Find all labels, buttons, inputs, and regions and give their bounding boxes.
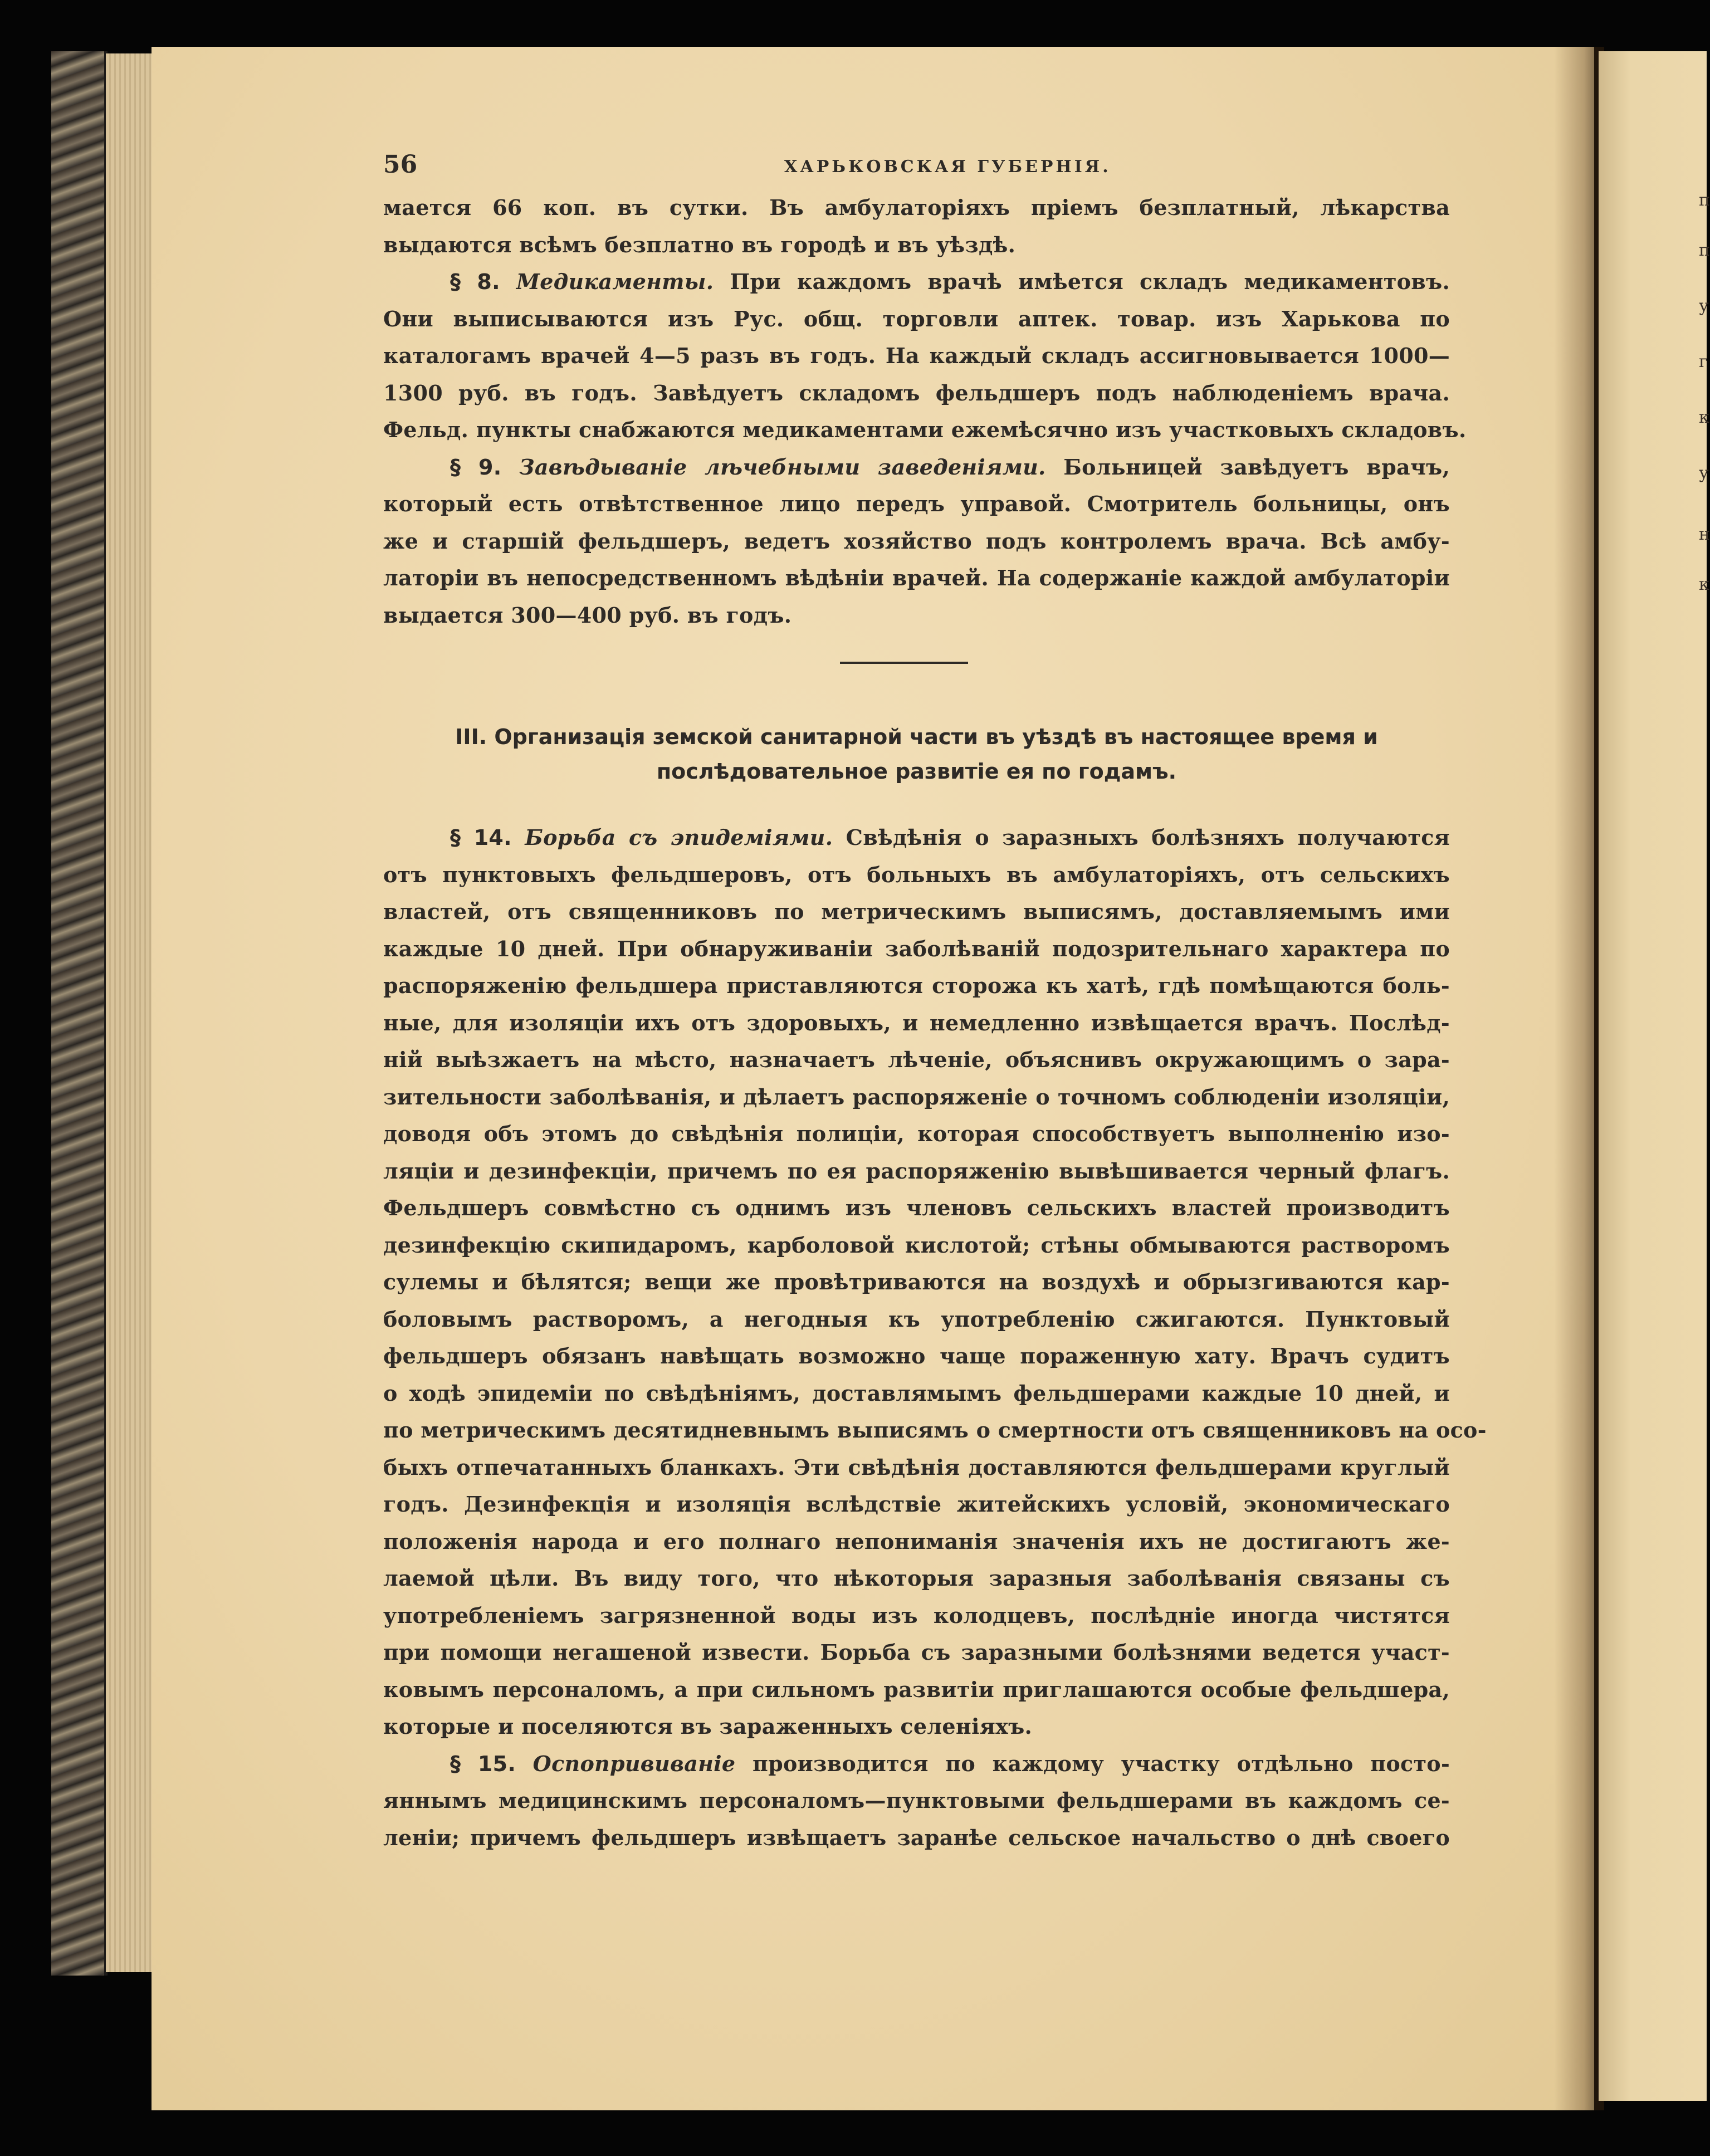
- next-page-letter: г: [1699, 352, 1708, 371]
- text-line: сулемы и бѣлятся; вещи же провѣтриваются на воздухѣ и обрызгиваются кар-: [383, 1269, 1450, 1294]
- paragraph-title: Борьба съ эпидеміями.: [525, 825, 833, 850]
- paragraph-first-line: [383, 1746, 1450, 1783]
- page-number: 56: [383, 150, 418, 179]
- section-heading-line: послѣдовательное развитіе ея по годамъ.: [656, 759, 1177, 784]
- section-sign: § 15.: [450, 1751, 516, 1776]
- text-line: лаемой цѣли. Въ виду того, что нѣкоторыя заразныя заболѣванія связаны съ: [383, 1566, 1450, 1591]
- text-line: отъ пунктовыхъ фельдшеровъ, отъ больныхъ въ амбулаторіяхъ, отъ сельскихъ: [383, 862, 1450, 887]
- text-line: которые и поселяются въ зараженныхъ селеніяхъ.: [383, 1714, 1033, 1739]
- page-gutter: [1554, 47, 1604, 2110]
- text-line: быхъ отпечатанныхъ бланкахъ. Эти свѣдѣнія доставляются фельдшерами круглый: [383, 1454, 1450, 1480]
- paragraph-title: Медикаменты.: [516, 269, 714, 294]
- section-sign: § 9.: [450, 454, 502, 480]
- text-line: о ходѣ эпидеміи по свѣдѣніямъ, доставлямымъ фельдшерами каждые 10 дней, и: [383, 1380, 1450, 1406]
- text-line: Фельд. пункты снабжаются медикаментами ежемѣсячно изъ участковыхъ складовъ.: [383, 417, 1467, 442]
- text-line: ные, для изоляціи ихъ отъ здоровыхъ, и немедленно извѣщается врачъ. Послѣд-: [383, 1010, 1450, 1035]
- book-binding: [51, 51, 108, 1976]
- paragraph-14: [383, 819, 1487, 1746]
- next-page-letter: п: [1699, 241, 1710, 260]
- next-page-edge: [1599, 51, 1710, 2101]
- text-line: Фельдшеръ совмѣстно съ однимъ изъ членовъ сельскихъ властей производитъ: [383, 1195, 1450, 1220]
- paragraph-first-line: [383, 449, 1450, 486]
- next-page-letter: у: [1699, 296, 1709, 316]
- text-line: при помощи негашеной извести. Борьба съ заразными болѣзнями ведется участ-: [383, 1640, 1450, 1665]
- next-page-letter: п: [1699, 190, 1710, 210]
- text-run: производится по каждому участку отдѣльно посто-: [752, 1751, 1450, 1776]
- text-line: леніи; причемъ фельдшеръ извѣщаетъ заранѣе сельское начальство о днѣ своего: [383, 1825, 1450, 1850]
- text-line: каталогамъ врачей 4—5 разъ въ годъ. На каждый складъ ассигновывается 1000—: [383, 343, 1450, 368]
- text-line: употребленіемъ загрязненной воды изъ колодцевъ, послѣдніе иногда чистятся: [383, 1602, 1450, 1628]
- text-line: положенія народа и его полнаго непониманія значенія ихъ не достигаютъ же-: [383, 1528, 1450, 1554]
- paragraph-first-line: [383, 819, 1450, 857]
- text-line: который есть отвѣтственное лицо передъ управой. Смотритель больницы, онъ: [383, 491, 1450, 516]
- paragraph-title: Оспопрививаніе: [532, 1751, 736, 1776]
- text-line: ляціи и дезинфекціи, причемъ по ея распоряженію вывѣшивается черный флагъ.: [383, 1158, 1450, 1184]
- next-page-letter: у: [1699, 463, 1709, 483]
- text-line: по метрическимъ десятидневнымъ выписямъ о смертности отъ священниковъ на осо-: [383, 1417, 1487, 1443]
- text-line: зительности заболѣванія, и дѣлаетъ распоряженіе о точномъ соблюденіи изоляціи,: [383, 1084, 1450, 1109]
- section-divider: [840, 662, 968, 664]
- text-line: боловымъ растворомъ, а негодныя къ употребленію сжигаются. Пунктовый: [383, 1306, 1450, 1332]
- text-line: яннымъ медицинскимъ персоналомъ—пунктовыми фельдшерами въ каждомъ се-: [383, 1788, 1450, 1813]
- text-run: Больницей завѣдуетъ врачъ,: [1063, 454, 1450, 480]
- text-line: выдаются всѣмъ безплатно въ городѣ и въ уѣздѣ.: [383, 232, 1016, 257]
- page-text: [383, 150, 1487, 1856]
- paragraph-continuation: [383, 189, 1450, 263]
- text-line: же и старшій фельдшеръ, ведетъ хозяйство подъ контролемъ врача. Всѣ амбу-: [383, 528, 1450, 554]
- next-page-letter: к: [1699, 408, 1709, 427]
- text-line: дезинфекцію скипидаромъ, карболовой кислотой; стѣны обмываются растворомъ: [383, 1232, 1450, 1258]
- running-head: ХАРЬКОВСКАЯ ГУБЕРНІЯ.: [784, 157, 1111, 177]
- paragraph-title: Завѣдываніе лѣчебными заведеніями.: [519, 454, 1046, 480]
- page-stack-edge: [106, 53, 156, 1972]
- text-line: фельдшеръ обязанъ навѣщать возможно чаще пораженную хату. Врачъ судитъ: [383, 1343, 1450, 1368]
- next-page-letter: к: [1699, 575, 1709, 594]
- text-line: Они выписываются изъ Рус. общ. торговли аптек. товар. изъ Харькова по: [383, 306, 1450, 331]
- text-line: латоріи въ непосредственномъ вѣдѣніи врачей. На содержаніе каждой амбулаторіи: [383, 565, 1450, 590]
- section-heading: [383, 720, 1450, 789]
- page-header: [383, 150, 1450, 189]
- section-sign: § 8.: [450, 270, 500, 294]
- text-line: мается 66 коп. въ сутки. Въ амбулаторіяхъ пріемъ безплатный, лѣкарства: [383, 195, 1450, 220]
- section-heading-line: III. Организація земской санитарной части въ уѣздѣ въ настоящее время и: [455, 725, 1378, 749]
- text-line: годъ. Дезинфекція и изоляція вслѣдствіе житейскихъ условій, экономическаго: [383, 1492, 1450, 1517]
- paragraph-first-line: [383, 263, 1450, 301]
- text-line: властей, отъ священниковъ по метрическимъ выписямъ, доставляемымъ ими: [383, 899, 1450, 924]
- section-sign: § 14.: [450, 825, 512, 850]
- text-line: ній выѣзжаетъ на мѣсто, назначаетъ лѣченіе, объяснивъ окружающимъ о зара-: [383, 1047, 1450, 1072]
- paragraph-8: [383, 263, 1467, 449]
- text-line: распоряженію фельдшера приставляются сторожа къ хатѣ, гдѣ помѣщаются боль-: [383, 973, 1450, 998]
- text-run: При каждомъ врачѣ имѣется складъ медикаментовъ.: [730, 269, 1450, 294]
- paragraph-9: [383, 449, 1450, 634]
- text-line: ковымъ персоналомъ, а при сильномъ развитіи приглашаются особые фельдшера,: [383, 1676, 1450, 1702]
- text-line: выдается 300—400 руб. въ годъ.: [383, 602, 792, 628]
- text-line: 1300 руб. въ годъ. Завѣдуетъ складомъ фельдшеръ подъ наблюденіемъ врача.: [383, 380, 1450, 405]
- paragraph-15: [383, 1746, 1450, 1857]
- next-page-letter: н: [1699, 525, 1710, 544]
- text-line: каждые 10 дней. При обнаруживаніи заболѣваній подозрительнаго характера по: [383, 936, 1450, 961]
- text-run: Свѣдѣнія о заразныхъ болѣзняхъ получаются: [846, 825, 1450, 850]
- text-line: доводя объ этомъ до свѣдѣнія полиціи, которая способствуетъ выполненію изо-: [383, 1121, 1450, 1146]
